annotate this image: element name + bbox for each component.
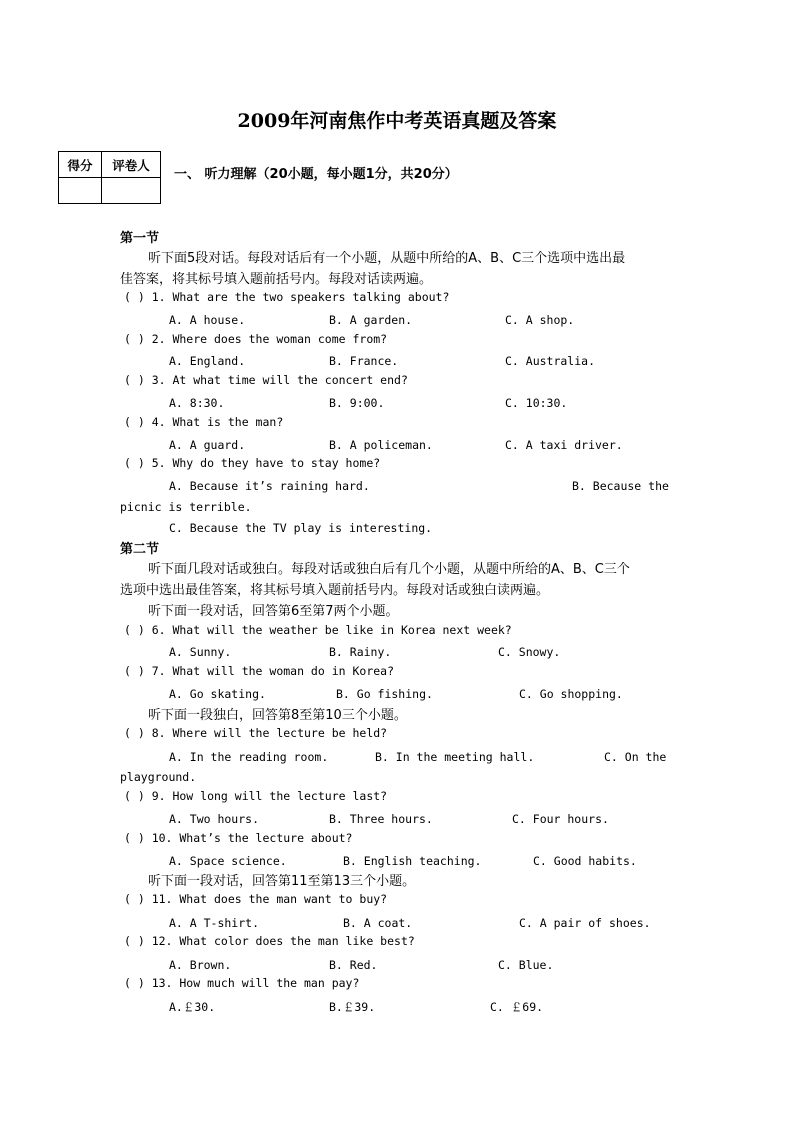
- q8-option-c: C. On the: [604, 750, 667, 764]
- q10-option-a: A. Space science.: [169, 854, 287, 868]
- q10-option-c: C. Good habits.: [533, 854, 637, 868]
- q1-stem: ( ) 1. What are the two speakers talking about?: [124, 290, 450, 304]
- q7-stem: ( ) 7. What will the woman do in Korea?: [124, 664, 395, 678]
- q9-option-b: B. Three hours.: [329, 812, 433, 826]
- q6-stem: ( ) 6. What will the weather be like in Korea next week?: [124, 623, 512, 637]
- q1-option-a: A. A house.: [169, 313, 246, 327]
- q11-option-a: A. A T-shirt.: [169, 916, 260, 930]
- section1-label: 第一节: [120, 231, 160, 246]
- q8-stem: ( ) 8. Where will the lecture be held?: [124, 726, 388, 740]
- q4-option-a: A. A guard.: [169, 438, 246, 452]
- grader-cell[interactable]: [102, 178, 161, 204]
- q7-option-a: A. Go skating.: [169, 687, 266, 701]
- q5-stem: ( ) 5. Why do they have to stay home?: [124, 456, 381, 470]
- q8-option-b: B. In the meeting hall.: [375, 750, 535, 764]
- q6-option-b: B. Rainy.: [329, 645, 392, 659]
- q8-option-a: A. In the reading room.: [169, 750, 329, 764]
- q13-option-a: A.￡30.: [169, 1000, 216, 1014]
- q6-option-c: C. Snowy.: [498, 645, 561, 659]
- q4-stem: ( ) 4. What is the man?: [124, 415, 284, 429]
- score-header: 得分: [59, 152, 102, 178]
- q11-option-c: C. A pair of shoes.: [519, 916, 651, 930]
- intro-q6-q7: 听下面一段对话，回答第6至第7两个小题。: [148, 604, 399, 619]
- section2-label: 第二节: [120, 542, 160, 557]
- q7-option-c: C. Go shopping.: [519, 687, 623, 701]
- q13-stem: ( ) 13. How much will the man pay?: [124, 976, 360, 990]
- q13-option-b: B.￡39.: [329, 1000, 376, 1014]
- q1-option-c: C. A shop.: [505, 313, 575, 327]
- section1-instruction-2: 佳答案，将其标号填入题前括号内。每段对话读两遍。: [120, 272, 433, 287]
- q12-option-c: C. Blue.: [498, 958, 554, 972]
- q7-option-b: B. Go fishing.: [336, 687, 433, 701]
- q11-stem: ( ) 11. What does the man want to buy?: [124, 892, 388, 906]
- q3-option-a: A. 8:30.: [169, 396, 225, 410]
- score-cell[interactable]: [59, 178, 102, 204]
- q3-option-b: B. 9:00.: [329, 396, 385, 410]
- score-table: [58, 151, 161, 204]
- section2-instruction-2: 选项中选出最佳答案，将其标号填入题前括号内。每段对话或独白读两遍。: [120, 583, 550, 598]
- q2-option-a: A. England.: [169, 354, 246, 368]
- q9-option-c: C. Four hours.: [512, 812, 609, 826]
- q3-stem: ( ) 3. At what time will the concert end?: [124, 373, 408, 387]
- q2-option-c: C. Australia.: [505, 354, 596, 368]
- q12-option-b: B. Red.: [329, 958, 378, 972]
- q5-option-a: A. Because it’s raining hard.: [169, 479, 370, 493]
- grader-header: 评卷人: [102, 152, 161, 178]
- intro-q11-q13: 听下面一段对话，回答第11至第13三个小题。: [148, 874, 416, 889]
- q4-option-b: B. A policeman.: [329, 438, 433, 452]
- q3-option-c: C. 10:30.: [505, 396, 568, 410]
- q4-option-c: C. A taxi driver.: [505, 438, 623, 452]
- q2-stem: ( ) 2. Where does the woman come from?: [124, 332, 388, 346]
- q5-option-c: C. Because the TV play is interesting.: [169, 521, 433, 535]
- q12-option-a: A. Brown.: [169, 958, 232, 972]
- page-title: 2009年河南焦作中考英语真题及答案: [237, 110, 557, 132]
- q5-option-b-continued: picnic is terrible.: [120, 500, 252, 514]
- q8-option-c-continued: playground.: [120, 770, 197, 784]
- q9-option-a: A. Two hours.: [169, 812, 260, 826]
- q11-option-b: B. A coat.: [343, 916, 413, 930]
- q9-stem: ( ) 9. How long will the lecture last?: [124, 789, 388, 803]
- q1-option-b: B. A garden.: [329, 313, 413, 327]
- q6-option-a: A. Sunny.: [169, 645, 232, 659]
- q5-option-b: B. Because the: [572, 479, 669, 493]
- q12-stem: ( ) 12. What color does the man like best?: [124, 934, 415, 948]
- part1-heading: 一、 听力理解（20小题，每小题1分，共20分）: [174, 167, 458, 182]
- section1-instruction-1: 听下面5段对话。每段对话后有一个小题，从题中所给的A、B、C三个选项中选出最: [148, 251, 626, 266]
- q10-option-b: B. English teaching.: [343, 854, 482, 868]
- q2-option-b: B. France.: [329, 354, 399, 368]
- section2-instruction-1: 听下面几段对话或独白。每段对话或独白后有几个小题，从题中所给的A、B、C三个: [148, 562, 630, 577]
- q13-option-c: C. ￡69.: [490, 1000, 544, 1014]
- intro-q8-q10: 听下面一段独白，回答第8至第10三个小题。: [148, 708, 407, 723]
- q10-stem: ( ) 10. What’s the lecture about?: [124, 831, 353, 845]
